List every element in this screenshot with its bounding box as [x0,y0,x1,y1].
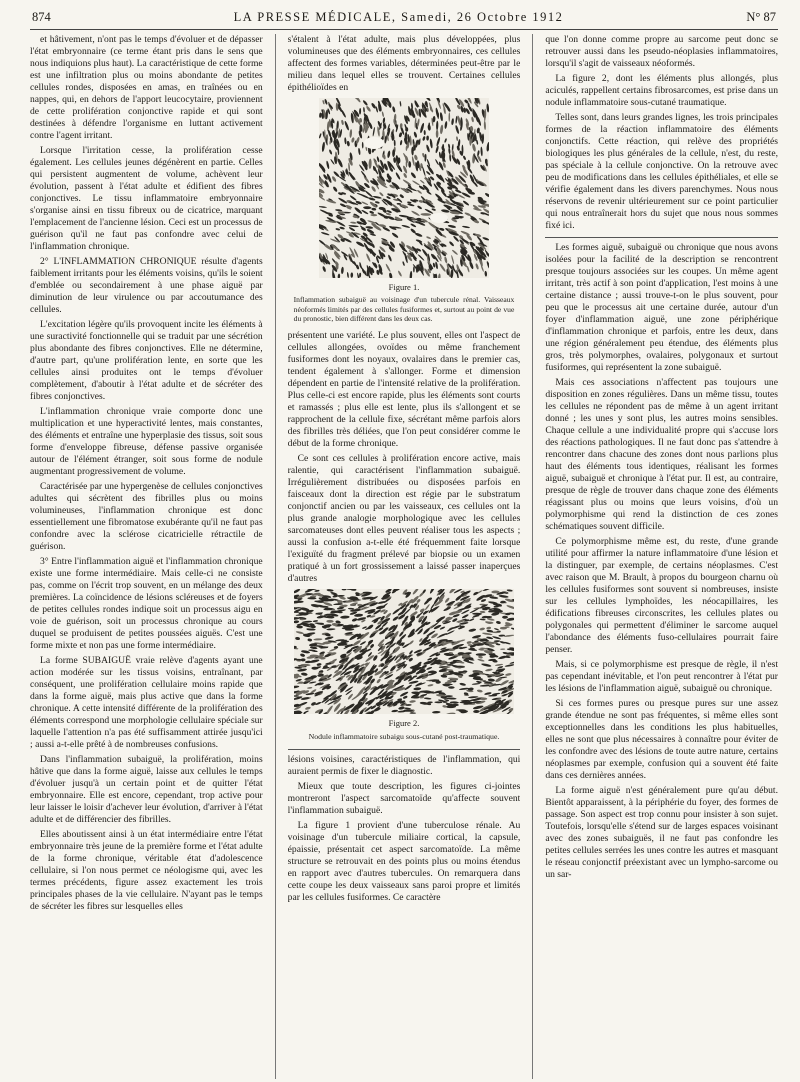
journal-title: LA PRESSE MÉDICALE, Samedi, 26 Octobre 1912 [233,10,564,24]
column-divider [532,34,533,1079]
paragraph: 3° Entre l'inflammation aiguë et l'inflammation chronique existe une forme intermédiaire. Mais celle-ci ne consiste pas, comme on l'écrit trop souvent, en un mélange des deux premières. La coïncidence de lésions scléreuses et de foyers de petites cellules rondes indique soit un processus aigu en voie de guérison, soit un processus chronique au cours duquel se produisent de petites poussées aiguës. C'est une forme mixte et non pas une forme intermédiaire. [30,556,263,651]
figure-2-title: Figure 2. [388,717,420,728]
figure-1 [288,98,521,324]
paragraph: Caractérisée par une hypergenèse de cellules conjonctives adultes qui sécrètent des fibrilles plus ou moins volumineuses, l'inflammation chronique est donc essentiellement une fibromatose exubérante qu'il ne faut pas confondre avec la sclérose cicatricielle rétractile de guérison. [30,481,263,552]
paragraph: L'excitation légère qu'ils provoquent incite les éléments à une suractivité fonctionnelle qui se traduit par une sécrétion plus abondante des fibres conjonctives. Elle ne détermine, d'autre part, qu'une prolifération lente, en sorte que les cellules ainsi produites ont le temps d'évoluer complètement, d'aboutir à l'état adulte et de sécréter des fibres conjonctives. [30,319,263,402]
paragraph: La figure 2, dont les éléments plus allongés, plus aciculés, rappellent certains fibrosarcomes, est prise dans un nodule inflammatoire sous-cutané traumatique. [545,73,778,108]
paragraph: que l'on donne comme propre au sarcome peut donc se retrouver aussi dans les pseudo-néoplasies inflammatoires, lorsqu'il s'agit de vaisseaux néoformés. [545,34,778,69]
paragraph: La figure 1 provient d'une tuberculose rénale. Au voisinage d'un tubercule miliaire cortical, la capsule, épaissie, présentait cet aspect sarcomatoïde. La même structure se retrouvait en des points plus ou moins étendus en rapport avec d'autres tubercules. On remarquera dans cette coupe les deux vaisseaux sans paroi propre et limités par les cellules fusiformes. Ce caractère [287,819,521,903]
paragraph: Elles aboutissent ainsi à un état intermédiaire entre l'état embryonnaire très jeune de la première forme et l'état adulte de la forme chronique, véritable état d'adolescence cellulaire, si l'on nous permet ce néologisme qui, avec les termes précédents, figure assez exactement les trois principales phases de la vie cellulaire. N'ayant pas le temps de sécréter les fibres sur lesquelles elles [30,829,263,912]
column-2 [288,34,521,1079]
paragraph: L'inflammation chronique vraie comporte donc une multiplication et une hyperactivité lentes, mais constantes, des éléments et entraîne une hyperplasie des tissus, soit sous forme d'enveloppe fibreuse, défense passive organisée autour de l'élément étranger, soit sous forme de nodule augmentant progressivement de volume. [30,406,263,477]
paragraph: et hâtivement, n'ont pas le temps d'évoluer et de dépasser l'état embryonnaire (ce terme étant pris dans le sens que nous indiquions plus haut). La caractéristique de cette forme est une infiltration plus ou moins abondante de petites cellules rondes, disposées en amas, en traînées ou en nappes, qui, en dehors de l'apport leucocytaire, proviennent de cette prolifération conjonctive rapide et qui sont destinées à défendre l'organisme en luttant activement contre l'agent irritant. [30,34,263,141]
section-rule [545,237,778,238]
paragraph: Ce sont ces cellules à prolifération encore active, mais ralentie, qui caractérisent l'inflammation subaiguë. Irrégulièrement distribuées ou disposées parfois en faisceaux dont la direction est régie par le substratum conjonctif ancien ou par les vaisseaux, ces cellules ont la plus grande analogie morphologique avec les cellules sarcomateuses dont elles peuvent réaliser tous les aspects ; aussi la confusion a-t-elle été fréquemment faite lorsque l'exiguïté du fragment prélevé par biopsie ou un examen pratiqué à un fort grossissement a laissé passer inaperçues d'autres [287,452,521,584]
figure-1-micrograph [319,98,489,278]
paragraph: Si ces formes pures ou presque pures sur une assez grande étendue ne sont pas fréquentes, si même elles sont exceptionnelles dans les conditions les plus habituelles, elles ne sont que plus nécessaires à connaître pour éviter de les confondre avec des lésions de toute autre nature, certains néoplasmes par exemple, confusion qui a souvent été faite dans ces dernières années. [545,698,778,781]
text-columns [30,34,778,1079]
paragraph: lésions voisines, caractéristiques de l'inflammation, qui auraient permis de fixer le diagnostic. [287,753,521,777]
paragraph: Dans l'inflammation subaiguë, la prolifération, moins hâtive que dans la forme aiguë, laisse aux cellules le temps d'évoluer jusqu'à un certain point et de quitter l'état embryonnaire. Elle est encore, cependant, trop active pour leur laisser le loisir d'achever leur évolution, d'arriver à l'état adulte et de différencier des fibrilles. [30,754,263,825]
figure-2-micrograph [294,589,514,714]
figure-2 [288,589,521,743]
paragraph: présentent une variété. Le plus souvent, elles ont l'aspect de cellules allongées, ovoïdes ou même franchement fusiformes dont les noyaux, ovalaires dans le premier cas, tendent également à s'allonger. Forme et dimension dépendent en partie de l'intensité relative de la prolifération. Plus celle-ci est encore rapide, plus les éléments sont courts et ramassés ; plus elle est lente, plus ils s'allongent et se rapprochent de la cellule fixe, sécrétant même parfois alors des fibrilles très déliées, que l'on peut considérer comme le début de la forme chronique. [287,329,521,449]
page-number: 874 [32,10,51,24]
paragraph: La forme aiguë n'est généralement pure qu'au début. Bientôt apparaissent, à la périphérie du foyer, des formes de passage. Son aspect est trop connu pour insister à son sujet. Toutefois, lorsqu'elle s'étend sur de larges espaces voisinant avec des zones subaiguës, il ne faut pas confondre les petites cellules serrées les unes contre les autres et masquant le réseau conjonctif préexistant avec un lympho-sarcome ou un sar- [545,785,778,880]
figure-2-caption: Nodule inflammatoire subaigu sous-cutané post-traumatique. [308,731,500,741]
figure-1-caption: Inflammation subaiguë au voisinage d'un tubercule rénal. Vaisseaux néoformés limités par des cellules fusiformes et, surtout au point de vue du pronostic, bien différent dans les deux cas. [293,295,515,323]
paragraph: s'étalent à l'état adulte, mais plus développées, plus volumineuses que des éléments embryonnaires, ces cellules affectent des formes variables, déterminées peut-être par le milieu dans lequel elles se trouvent. Certaines cellules épithélioïdes en [287,34,521,93]
paragraph: Mais ces associations n'affectent pas toujours une disposition en zones régulières. Dans un même tissu, toutes les cellules ne répondent pas de même à un agent irritant donné ; les unes y sont plus, les autres moins sensibles. Chaque cellule a une individualité propre qui s'accuse lors des réactions pathologiques. Il ne faut donc pas s'attendre à rencontrer dans chacune des zones dont nous parlions plus haut des éléments tous identiques, réalisant les formes aiguë, subaiguë et chronique à l'état pur. Il est, au contraire, presque de règle de trouver dans chaque zone des éléments réagissant plus ou moins que leurs voisins, d'où un polymorphisme qui rend la distinction de ces zones schématiques souvent difficile. [545,377,778,532]
column-1 [30,34,263,1079]
paragraph: Mieux que toute description, les figures ci-jointes montreront l'aspect sarcomatoïde qu'affecte souvent l'inflammation subaiguë. [287,780,521,816]
paragraph: Telles sont, dans leurs grandes lignes, les trois principales formes de la réaction inflammatoire des éléments conjonctifs. Cette réaction, qui relève des propriétés biologiques les plus générales de la cellule, n'est, du reste, pas spéciale à la cellule conjonctive. On la retrouve avec peu de modifications dans les cellules épithéliales, et elle se vérifie également dans les divers parenchymes. Nous nous réservons de revenir ultérieurement sur ce point particulier qui nous entraînerait hors du sujet que nous nous sommes fixé ici. [545,112,778,231]
figure-1-title: Figure 1. [388,282,420,292]
issue-number: N° 87 [746,10,776,24]
column-3 [545,34,778,1079]
paragraph: Lorsque l'irritation cesse, la prolifération cesse également. Les cellules jeunes dégénèrent en partie. Celles qui persistent augmentent de volume, achèvent leur évolution, passent à l'état adulte et édifient des fibres conjonctives. Le tissu inflammatoire embryonnaire s'organise ainsi en tissu fibreux ou de cicatrice, marquant l'emplacement de l'ancienne lésion. Ceci est un processus de guérison qu'il ne faut pas confondre avec celui de l'inflammation chronique. [30,145,263,252]
column-divider [275,34,276,1079]
paragraph: Mais, si ce polymorphisme est presque de règle, il n'est pas cependant inévitable, et l'on peut rencontrer à l'état pur les lésions de l'inflammation aiguë, subaiguë ou chronique. [545,659,778,694]
paragraph: La forme SUBAIGUË vraie relève d'agents ayant une action modérée sur les tissus voisins, entraînant, par conséquent, une prolifération cellulaire moins rapide que dans la forme aiguë, mais plus active que dans la forme chronique. A cette intensité différente de la prolifération des éléments correspond une morphologie cellulaire spéciale sur laquelle l'attention n'a pas été suffisamment attirée jusqu'ici ; aussi a-t-elle prêté à de nombreuses confusions. [30,655,263,750]
paragraph: Ce polymorphisme même est, du reste, d'une grande utilité pour affirmer la nature inflammatoire d'une lésion et la distinguer, par exemple, de certains néoplasmes. C'est avec raison que M. Brault, à propos du bourgeon charnu où les cellules fusiformes sont souvent si nombreuses, insiste sur les cellules lymphoïdes, les néocapillaires, les édifications fibreuses circonscrites, les cellules plates ou polygonales qui permettent d'éliminer le sarcome auquel l'abondance des éléments fuso-cellulaires pourrait faire penser. [545,536,778,655]
paragraph: Les formes aiguë, subaiguë ou chronique que nous avons isolées pour la facilité de la description se rencontrent presque toujours associées sur les coupes. Un même agent irritant, très actif à son point d'application, l'est moins à une certaine distance ; aussi trouve-t-on le plus souvent, pour peu que le processus ait une certaine durée, autour d'un foyer d'inflammation aiguë, une zone périphérique d'inflammation chronique et parfois, entre les deux, dans une région généralement peu étendue, des éléments plus gros, très polymorphes, ovalaires, polygonaux et surtout fusiformes, qui représentent la zone subaiguë. [545,242,778,373]
paragraph: 2° L'INFLAMMATION CHRONIQUE résulte d'agents faiblement irritants pour les éléments voisins, qu'ils le soient d'emblée ou secondairement à une phase aiguë par diminution de leur virulence ou par accoutumance des cellules. [30,256,263,315]
figure-rule [288,749,521,750]
page-header [30,10,778,30]
